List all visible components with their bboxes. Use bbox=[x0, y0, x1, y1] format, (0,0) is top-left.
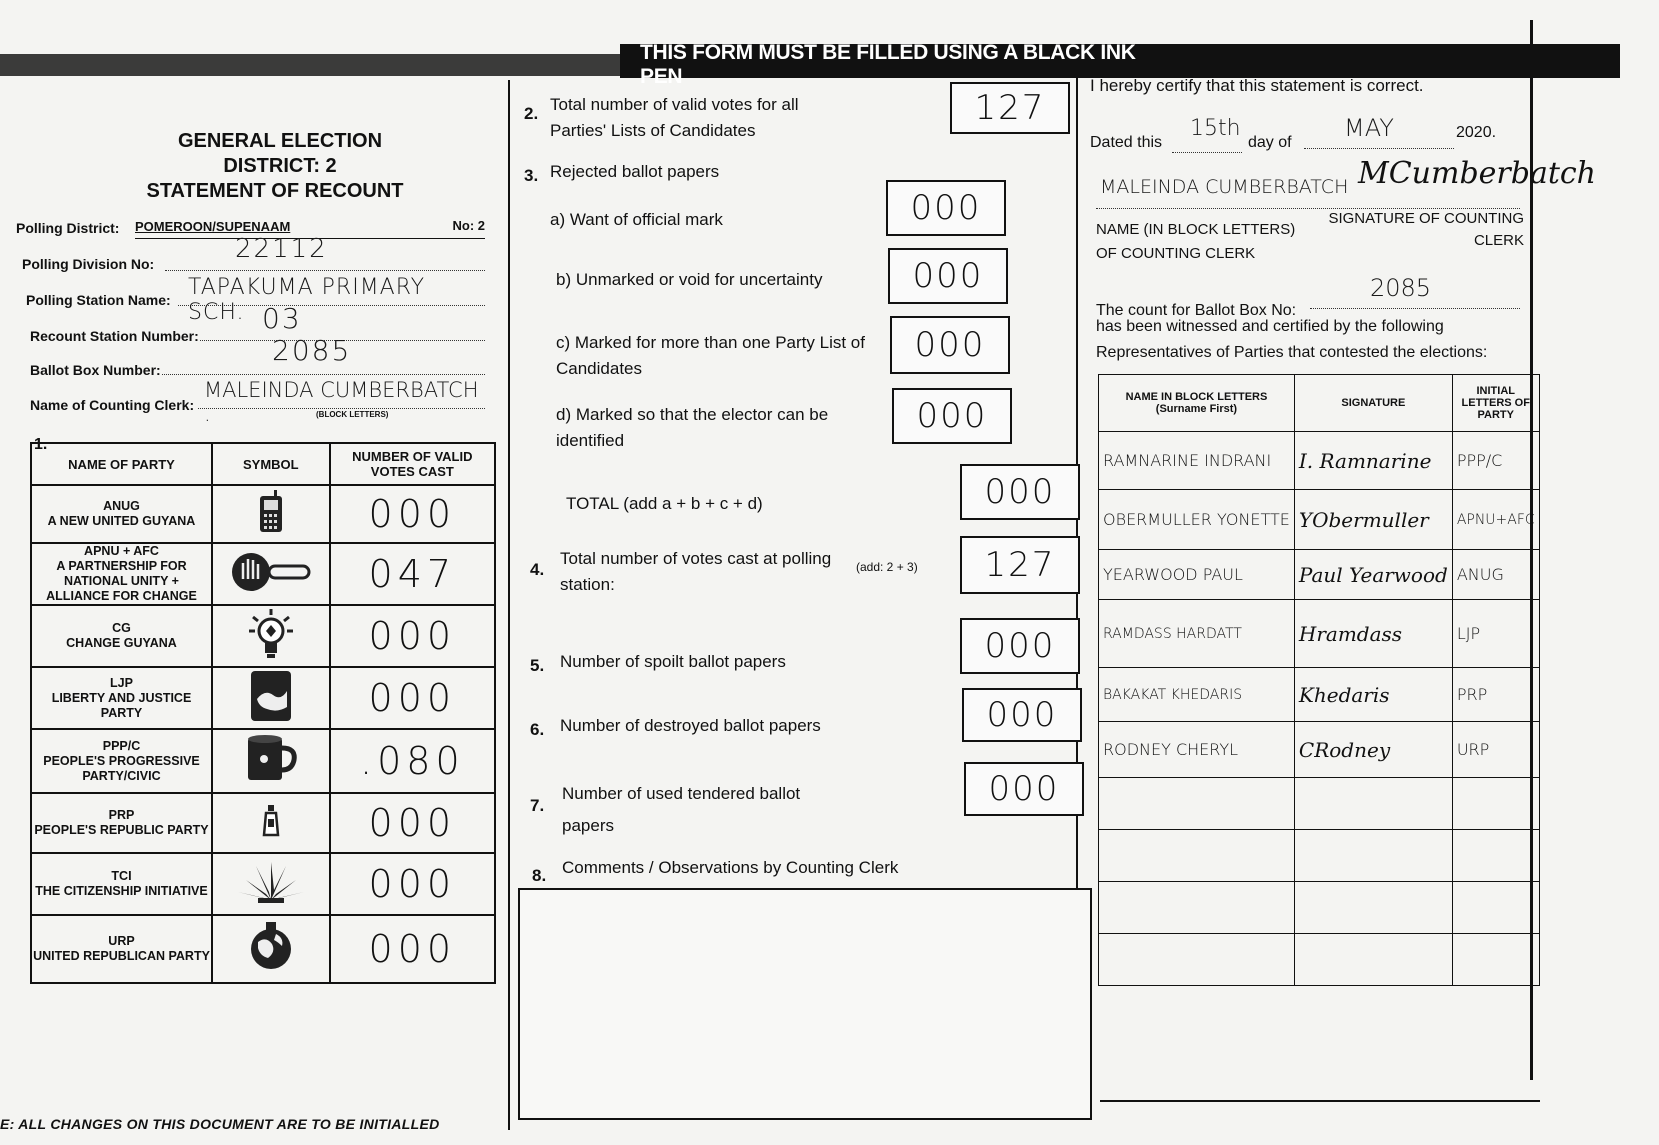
polling-division-value: 22112 bbox=[235, 234, 328, 264]
rep-row-empty bbox=[1099, 778, 1540, 830]
rep-row-empty bbox=[1099, 882, 1540, 934]
item7-number: 7. bbox=[530, 796, 545, 815]
party-name: LIBERTY AND JUSTICE PARTY bbox=[51, 690, 192, 720]
phone-icon bbox=[212, 485, 330, 543]
party-abbr: PRP bbox=[108, 808, 135, 822]
rep-signature: I. Ramnarine bbox=[1294, 432, 1452, 490]
rep-signature: Hramdass bbox=[1294, 600, 1452, 668]
rep-party: LJP bbox=[1452, 600, 1539, 668]
heading-general-election: GENERAL ELECTION bbox=[177, 130, 383, 152]
col-votes-header: NUMBER OF VALID VOTES CAST bbox=[330, 443, 495, 485]
rep-name: RAMDASS HARDATT bbox=[1099, 600, 1295, 668]
col-symbol-header: SYMBOL bbox=[212, 443, 330, 485]
polling-station-value: TAPAKUMA PRIMARY SCH. bbox=[188, 275, 426, 325]
block-letters-note: (BLOCK LETTERS) bbox=[316, 410, 389, 419]
item2-box: 127 bbox=[950, 82, 1070, 134]
party-votes: 000 bbox=[330, 605, 495, 667]
total-box: 000 bbox=[960, 464, 1080, 520]
handshake-icon bbox=[212, 667, 330, 729]
clerk-value: MALEINDA CUMBERBATCH . bbox=[204, 378, 479, 426]
section-1-number: 1. bbox=[34, 436, 48, 453]
hand-key-icon bbox=[212, 543, 330, 605]
item4-note: (add: 2 + 3) bbox=[856, 560, 918, 574]
comments-box[interactable] bbox=[518, 888, 1092, 1120]
heading-district: DISTRICT: 2 bbox=[223, 155, 337, 177]
item8-text: Comments / Observations by Counting Clerk bbox=[562, 858, 899, 877]
party-abbr: PPP/C bbox=[102, 738, 141, 753]
item3c-box: 000 bbox=[890, 316, 1010, 374]
party-votes: 000 bbox=[330, 667, 495, 729]
polling-district-value: POMEROON/SUPENAAM bbox=[135, 219, 291, 234]
party-votes-table bbox=[30, 442, 496, 984]
lightbulb-icon bbox=[212, 605, 330, 667]
day-line bbox=[1172, 116, 1242, 153]
recount-station-value: 03 bbox=[262, 302, 302, 335]
rep-signature[interactable] bbox=[1294, 934, 1452, 986]
reps-header bbox=[1099, 375, 1540, 432]
banner-text: THIS FORM MUST BE FILLED USING A BLACK INK PEN bbox=[640, 41, 1136, 88]
name-label: NAME (IN BLOCK LETTERS) OF COUNTING CLERK bbox=[1096, 221, 1296, 262]
party-cell bbox=[31, 915, 212, 983]
rep-party: URP bbox=[1452, 722, 1539, 778]
party-votes: 000 bbox=[330, 485, 495, 543]
rep-party: ANUG bbox=[1452, 550, 1539, 600]
rep-signature[interactable] bbox=[1294, 882, 1452, 934]
party-name: THE CITIZENSHIP INITIATIVE bbox=[35, 884, 208, 898]
item3d-box: 000 bbox=[892, 388, 1012, 444]
party-cell bbox=[31, 667, 212, 729]
day-value: 15th bbox=[1190, 116, 1241, 141]
ballot-box-label: Ballot Box Number: bbox=[30, 362, 161, 378]
count-value: 2085 bbox=[1370, 274, 1432, 302]
party-name: UNITED REPUBLICAN PARTY bbox=[33, 949, 210, 963]
col-rep-initials-header: INITIAL LETTERS OF PARTY bbox=[1452, 375, 1539, 432]
party-votes: 000 bbox=[330, 915, 495, 983]
item3d-text: d) Marked so that the elector can be identified bbox=[556, 405, 829, 450]
item5-text: Number of spoilt ballot papers bbox=[560, 652, 786, 671]
bottom-rule bbox=[1100, 1100, 1540, 1102]
polling-station-label: Polling Station Name: bbox=[26, 292, 171, 308]
polling-district-label: Polling District: bbox=[16, 220, 120, 236]
party-cell bbox=[31, 605, 212, 667]
rep-row bbox=[1099, 490, 1540, 550]
item4-box: 127 bbox=[960, 536, 1080, 594]
party-cell bbox=[31, 853, 212, 915]
rep-name[interactable] bbox=[1099, 778, 1295, 830]
party-name: A PARTNERSHIP FOR NATIONAL UNITY + ALLIANCE FOR CHANGE bbox=[46, 559, 197, 603]
party-votes: 000 bbox=[330, 793, 495, 853]
item5-box: 000 bbox=[960, 618, 1080, 674]
globe-icon bbox=[212, 915, 330, 983]
rep-signature: Paul Yearwood bbox=[1294, 550, 1452, 600]
party-row-ljp bbox=[31, 667, 495, 729]
representatives-table bbox=[1098, 374, 1540, 986]
item7-box: 000 bbox=[964, 762, 1084, 816]
party-name: CHANGE GUYANA bbox=[66, 636, 177, 650]
party-abbr: CG bbox=[112, 621, 131, 635]
party-row-pppc bbox=[31, 729, 495, 793]
party-row-apnu-afc bbox=[31, 543, 495, 605]
count-line bbox=[1310, 274, 1520, 309]
cup-icon bbox=[212, 729, 330, 793]
item2-text: Total number of valid votes for all Parties' Lists of Candidates bbox=[550, 95, 799, 140]
party-abbr: TCI bbox=[111, 869, 132, 883]
party-row-urp bbox=[31, 915, 495, 983]
col-rep-signature-header: SIGNATURE bbox=[1294, 375, 1452, 432]
item6-box: 000 bbox=[962, 688, 1082, 742]
rep-name: YEARWOOD PAUL bbox=[1099, 550, 1295, 600]
signature-label: SIGNATURE OF COUNTING CLERK bbox=[1328, 210, 1524, 249]
item3a-box: 000 bbox=[886, 180, 1006, 236]
party-abbr: URP bbox=[108, 934, 135, 948]
party-cell bbox=[31, 543, 212, 605]
rep-party: PPP/C bbox=[1452, 432, 1539, 490]
rep-party: PRP bbox=[1452, 668, 1539, 722]
rep-party[interactable] bbox=[1452, 934, 1539, 986]
rep-name[interactable] bbox=[1099, 882, 1295, 934]
rep-signature: CRodney bbox=[1294, 722, 1452, 778]
party-name: PEOPLE'S REPUBLIC PARTY bbox=[34, 823, 209, 837]
item3a-text: a) Want of official mark bbox=[550, 210, 723, 229]
party-abbr: LJP bbox=[110, 675, 133, 690]
rep-party[interactable] bbox=[1452, 882, 1539, 934]
item4-number: 4. bbox=[530, 560, 545, 579]
rep-row-empty bbox=[1099, 934, 1540, 986]
rep-name: BAKAKAT KHEDARIS bbox=[1099, 668, 1295, 722]
party-votes: .080 bbox=[330, 729, 495, 793]
party-cell bbox=[31, 485, 212, 543]
clerk-sign-line bbox=[1096, 156, 1597, 209]
party-row-anug bbox=[31, 485, 495, 543]
rep-signature: Khedaris bbox=[1294, 668, 1452, 722]
item3-text: Rejected ballot papers bbox=[550, 162, 720, 181]
dated-label: Dated this bbox=[1090, 134, 1163, 151]
rep-name: RAMNARINE INDRANI bbox=[1099, 432, 1295, 490]
party-votes: 000 bbox=[330, 853, 495, 915]
clerk-signature: MCumberbatch bbox=[1358, 156, 1597, 191]
rep-signature: YObermuller bbox=[1294, 490, 1452, 550]
rep-name: RODNEY CHERYL bbox=[1099, 722, 1295, 778]
witness-text: has been witnessed and certified by the following Representatives of Parties that contested the elections: bbox=[1096, 318, 1488, 361]
party-row-cg bbox=[31, 605, 495, 667]
item4-text: Total number of votes cast at polling station: bbox=[560, 549, 832, 594]
rep-name[interactable] bbox=[1099, 830, 1295, 882]
polling-division-label: Polling Division No: bbox=[22, 256, 155, 272]
polling-division-line bbox=[165, 234, 485, 271]
party-name: A NEW UNITED GUYANA bbox=[47, 514, 196, 528]
rep-party: APNU+AFC bbox=[1452, 490, 1539, 550]
party-cell bbox=[31, 729, 212, 793]
count-label: The count for Ballot Box No: bbox=[1096, 302, 1297, 319]
right-clerk-name: MALEINDA CUMBERBATCH bbox=[1100, 176, 1349, 198]
rep-name[interactable] bbox=[1099, 934, 1295, 986]
item3c-text: c) Marked for more than one Party List of Candidates bbox=[556, 333, 865, 378]
footer-note: E: ALL CHANGES ON THIS DOCUMENT ARE TO BE INITIALLED bbox=[0, 1116, 440, 1132]
party-cell bbox=[31, 793, 212, 853]
rep-name: OBERMULLER YONETTE bbox=[1099, 490, 1295, 550]
district-no: No: 2 bbox=[452, 218, 485, 233]
rep-row bbox=[1099, 432, 1540, 490]
ballot-box-line bbox=[162, 334, 485, 375]
rep-signature[interactable] bbox=[1294, 830, 1452, 882]
item2-number: 2. bbox=[524, 104, 539, 123]
top-scan-shadow bbox=[0, 54, 640, 76]
item6-text: Number of destroyed ballot papers bbox=[560, 716, 821, 735]
rep-row bbox=[1099, 668, 1540, 722]
plant-icon bbox=[212, 853, 330, 915]
item6-number: 6. bbox=[530, 720, 545, 739]
clerk-label: Name of Counting Clerk: bbox=[30, 397, 195, 413]
col-rep-name-header: NAME IN BLOCK LETTERS (Surname First) bbox=[1099, 375, 1295, 432]
party-row-tci bbox=[31, 853, 495, 915]
party-table-header bbox=[31, 443, 495, 485]
item3b-text: b) Unmarked or void for uncertainty bbox=[556, 270, 823, 289]
col-party-header: NAME OF PARTY bbox=[31, 443, 212, 485]
rep-party[interactable] bbox=[1452, 830, 1539, 882]
rep-party[interactable] bbox=[1452, 778, 1539, 830]
month-value: MAY bbox=[1344, 114, 1394, 142]
day-of-label: day of bbox=[1248, 134, 1292, 151]
party-abbr: ANUG bbox=[103, 499, 140, 513]
ballot-box-value: 2085 bbox=[272, 334, 352, 367]
total-text: TOTAL (add a + b + c + d) bbox=[566, 494, 763, 513]
party-name: PEOPLE'S PROGRESSIVE PARTY/CIVIC bbox=[43, 753, 200, 783]
rep-row bbox=[1099, 722, 1540, 778]
party-row-prp bbox=[31, 793, 495, 853]
month-line bbox=[1304, 114, 1454, 149]
divider-left bbox=[508, 80, 510, 1130]
rep-row bbox=[1099, 550, 1540, 600]
item3b-box: 000 bbox=[888, 248, 1008, 304]
item8-number: 8. bbox=[532, 866, 547, 885]
heading-statement: STATEMENT OF RECOUNT bbox=[146, 180, 404, 202]
rep-signature[interactable] bbox=[1294, 778, 1452, 830]
bottle-icon bbox=[212, 793, 330, 853]
party-votes: 047 bbox=[330, 543, 495, 605]
item7-text: Number of used tendered ballot papers bbox=[562, 784, 801, 835]
recount-station-label: Recount Station Number: bbox=[30, 328, 199, 344]
certify-text: I hereby certify that this statement is correct. bbox=[1090, 76, 1424, 95]
rep-row bbox=[1099, 600, 1540, 668]
item5-number: 5. bbox=[530, 656, 545, 675]
rep-row-empty bbox=[1099, 830, 1540, 882]
item3-number: 3. bbox=[524, 166, 539, 185]
party-abbr: APNU + AFC bbox=[84, 544, 159, 558]
year-value: 2020. bbox=[1456, 124, 1497, 141]
